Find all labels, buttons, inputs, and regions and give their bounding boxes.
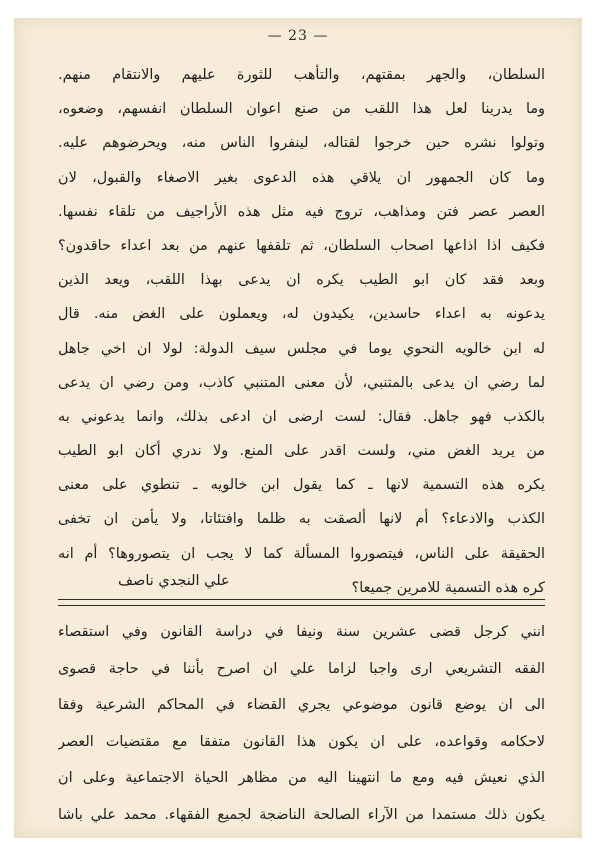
text-line: وتولوا نشره حين خرجوا لقتاله، لينفروا الناس منه، ويحرضوهم عليه. (58, 135, 545, 152)
text-line: الكذب والادعاء؟ أم لانها ألصقت به ظلما وافتئاتا، ولا يأمن ان تخفى (58, 511, 545, 528)
quote-line: الى ان يوضع قانون موضوعي يجري القضاء في المحاكم الشرعية وفقا (58, 697, 545, 714)
article-body (58, 58, 545, 606)
text-line: وما كان الجمهور ان يلاقي هذه الدعوى بغير الاصغاء والقبول، لان (58, 169, 545, 186)
quote-line: الذي نعيش فيه ومع ما انتهينا اليه من مظاهر الحياة الاجتماعية وعلى ان (58, 770, 545, 787)
text-line: من يريد الغض مني، ولست اقدر على المنع. ولا ندري أكان ابو الطيب (58, 443, 545, 460)
text-line: وما يدرينا لعل هذا اللقب من صنع اعوان السلطان انفسهم، وضعوه، (58, 101, 545, 118)
divider-line (58, 599, 545, 600)
text-line: فكيف اذا اذاعها اصحاب السلطان، ثم تلقفها عنهم من بعد اعداء حاقدون؟ (58, 237, 545, 254)
text-line: العصر عصر فتن ومذاهب، تروج فيه مثل هذه الأراجيف من تلقاء نفسها. (58, 203, 545, 220)
text-line: الحقيقة على الناس، فيتصوروا المسألة كما لا يجب ان يتصوروها؟ أم انه (58, 545, 545, 562)
scanned-page (14, 18, 582, 838)
author-signature: علي النجدي ناصف (118, 573, 230, 589)
text-line: السلطان، والجهر بمقتهم، والتأهب للثورة عليهم والانتقام منهم. (58, 67, 545, 83)
divider-line (58, 605, 545, 606)
text-line: له ابن خالويه النحوي يوما في مجلس سيف الدولة: لولا ان اخي جاهل (58, 340, 545, 357)
page-number: — 23 — (267, 28, 329, 44)
text-line: يدعونه به اعداء حاسدين، يكيدون له، ويعملون على الغض منه. قال (58, 306, 545, 323)
quote-line: الفقه التشريعي ارى واجبا لزاما علي ان اصرح بأننا في حاجة قصوى (58, 660, 545, 677)
quote-line: لاحكامه وقواعده، على ان يكون هذا القانون متفقا مع مقتضيات العصر (58, 733, 545, 750)
quote-line: يكون ذلك مستمدا من الآراء الصالحة الناضجة لجميع الفقهاء. محمد علي باشا (58, 806, 545, 823)
text-line: لما رضي ان يدعى بالمتنبي، لأن معنى المتنبي كاذب، ومن رضي ان يدعى (58, 374, 545, 391)
quote-line: انني كرجل قضى عشرين سنة ونيفا في دراسة القانون وفي استقصاء (58, 624, 545, 640)
quote-box (58, 614, 545, 834)
text-line: كره هذه التسمية للامرين جميعا؟ (351, 579, 545, 596)
text-line: يكره هذه التسمية لانها ـ كما يقول ابن خالويه ـ تنطوي على معنى (58, 477, 545, 494)
text-line: وبعد فقد كان ابو الطيب يكره ان يدعى بهذا اللقب، ويعد الذين (58, 272, 545, 289)
text-line: بالكذب فهو جاهل. فقال: لست ارضى ان ادعى بذلك، وانما يدعوني به (58, 408, 545, 425)
